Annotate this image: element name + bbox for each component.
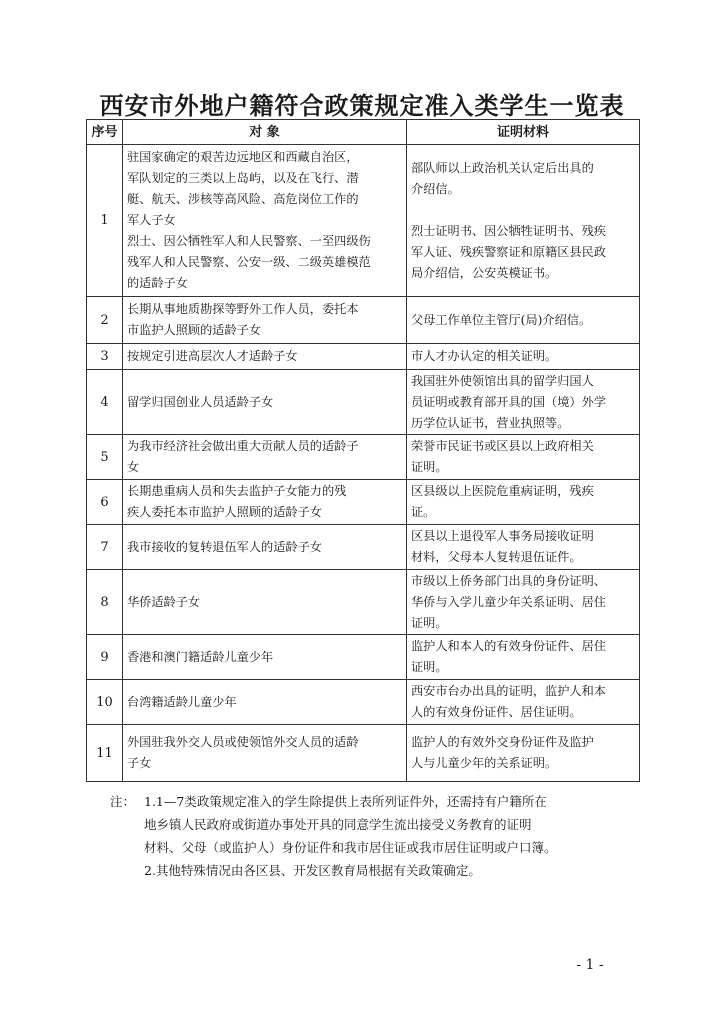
row-seq: 7: [87, 525, 123, 570]
target-line: 香港和澳门籍适龄儿童少年: [127, 649, 274, 664]
table-row: [87, 297, 640, 344]
material-line: 人与儿童少年的关系证明。: [411, 756, 558, 770]
row-target: [123, 344, 407, 370]
material-line: 市级以上侨务部门出具的身份证明、: [411, 573, 606, 588]
row-seq: 2: [87, 297, 123, 344]
row-seq: 3: [87, 344, 123, 370]
table-row: [87, 480, 640, 525]
row-target: [123, 525, 407, 570]
note-1-line-3: 材料、父母（或监护人）身份证件和我市居住证或我市居住证明或户口簿。: [144, 840, 557, 855]
target-line: 外国驻我外交人员或使领馆外交人员的适龄: [127, 735, 359, 749]
row-material: [407, 525, 640, 570]
material-line: 父母工作单位主管厅(局)介绍信。: [411, 312, 592, 327]
table-row: [87, 725, 640, 782]
target-line: 为我市经济社会做出重大贡献人员的适龄子: [127, 439, 359, 453]
target-line: 艇、航天、涉核等高风险、高危岗位工作的: [127, 192, 359, 206]
material-line: 市人才办认定的相关证明。: [411, 349, 558, 363]
row-seq: 10: [87, 680, 123, 725]
row-target: [123, 370, 407, 435]
row-target: [123, 297, 407, 344]
material-line: 证明。: [411, 660, 448, 674]
table-row: [87, 635, 640, 680]
material-line: 人的有效身份证件、居住证明。: [411, 705, 582, 719]
table-row: [87, 370, 640, 435]
table-row: [87, 145, 640, 297]
notes-section: [110, 790, 650, 882]
target-line: 残军人和人民警察、公安一级、二级英雄模范: [127, 255, 371, 269]
row-material: [407, 570, 640, 635]
note-1-line-2: 地乡镇人民政府或街道办事处开具的同意学生流出接受义务教育的证明: [144, 817, 532, 832]
table-row: [87, 570, 640, 635]
material-line: 荣誉市民证书或区县以上政府相关: [411, 439, 594, 453]
row-target: [123, 725, 407, 782]
row-target: [123, 635, 407, 680]
material-line: 部队师以上政治机关认定后出具的: [411, 160, 594, 175]
row-target: [123, 680, 407, 725]
row-material: [407, 435, 640, 480]
material-line: 证。: [411, 505, 436, 519]
row-seq: 5: [87, 435, 123, 480]
row-material: [407, 297, 640, 344]
material-line: 区县级以上医院危重病证明，残疾: [411, 484, 594, 498]
row-target: [123, 145, 407, 297]
row-material: [407, 680, 640, 725]
row-target: [123, 435, 407, 480]
material-line: 材料，父母本人复转退伍证件。: [411, 550, 582, 564]
target-line: 疾人委托本市监护人照顾的适龄子女: [127, 505, 322, 519]
target-line: 军队划定的三类以上岛屿，以及在飞行、潜: [127, 171, 359, 185]
target-line: 长期患重病人员和失去监护子女能力的残: [127, 484, 347, 498]
target-line: 军人子女: [127, 213, 176, 227]
target-line: 烈士、因公牺牲军人和人民警察、一至四级伤: [127, 234, 371, 248]
note-1-line-1: 1.1—7类政策规定准入的学生除提供上表所列证件外，还需持有户籍所在: [144, 794, 547, 809]
row-material: [407, 480, 640, 525]
target-line: 市监护人照顾的适龄子女: [127, 323, 262, 337]
material-line: 证明。: [411, 615, 448, 630]
table-row: [87, 525, 640, 570]
target-line: 子女: [127, 756, 152, 770]
row-seq: 9: [87, 635, 123, 680]
table-row: [87, 435, 640, 480]
row-seq: 8: [87, 570, 123, 635]
table-row: [87, 680, 640, 725]
row-material: [407, 370, 640, 435]
material-line: 局介绍信，公安英模证书。: [411, 265, 558, 280]
target-line: 长期从事地质勘探等野外工作人员，委托本: [127, 302, 359, 316]
target-line: 台湾籍适龄儿童少年: [127, 694, 237, 709]
notes-label: 注：: [110, 794, 136, 809]
page-number: - 1 -: [576, 957, 604, 973]
row-material: [407, 344, 640, 370]
material-line: 军人证、残疾警察证和原籍区县民政: [411, 244, 606, 259]
row-seq: 1: [87, 145, 123, 297]
material-line: 监护人的有效外交身份证件及监护: [411, 735, 594, 749]
target-line: 华侨适龄子女: [127, 594, 201, 609]
row-material: [407, 725, 640, 782]
material-line: 证明。: [411, 460, 448, 474]
target-line: 的适龄子女: [127, 276, 188, 290]
material-line: 区县以上退役军人事务局接收证明: [411, 529, 594, 543]
target-line: 驻国家确定的艰苦边远地区和西藏自治区，: [127, 150, 359, 164]
material-line: 介绍信。: [411, 181, 460, 196]
material-line: 华侨与入学儿童少年关系证明、居住: [411, 594, 606, 609]
target-line: 女: [127, 460, 140, 474]
row-target: [123, 570, 407, 635]
material-line: 烈士证明书、因公牺牲证明书、残疾: [411, 223, 606, 238]
row-target: [123, 480, 407, 525]
row-seq: 6: [87, 480, 123, 525]
table-row: [87, 344, 640, 370]
header-seq: 序号: [87, 120, 123, 145]
row-material: [407, 145, 640, 297]
table-header-row: [87, 120, 640, 145]
material-line: 监护人和本人的有效身份证件、居住: [411, 639, 606, 653]
header-target: 对 象: [123, 120, 407, 145]
target-line: 我市接收的复转退伍军人的适龄子女: [127, 539, 322, 554]
header-material: 证明材料: [407, 120, 640, 145]
page-title: 西安市外地户籍符合政策规定准入类学生一览表: [99, 92, 625, 120]
row-seq: 4: [87, 370, 123, 435]
material-line: 员证明或教育部开具的国（境）外学: [411, 394, 606, 409]
material-line: 我国驻外使领馆出具的留学归国人: [411, 373, 594, 388]
admission-table: [86, 119, 640, 782]
target-line: 留学归国创业人员适龄子女: [127, 394, 274, 409]
note-2: 2.其他特殊情况由各区县、开发区教育局根据有关政策确定。: [144, 863, 481, 878]
target-line: 按规定引进高层次人才适龄子女: [127, 349, 298, 363]
row-material: [407, 635, 640, 680]
material-spacer: [411, 200, 635, 221]
row-seq: 11: [87, 725, 123, 782]
material-line: 西安市台办出具的证明，监护人和本: [411, 684, 606, 698]
material-line: 历学位认证书，营业执照等。: [411, 415, 570, 430]
